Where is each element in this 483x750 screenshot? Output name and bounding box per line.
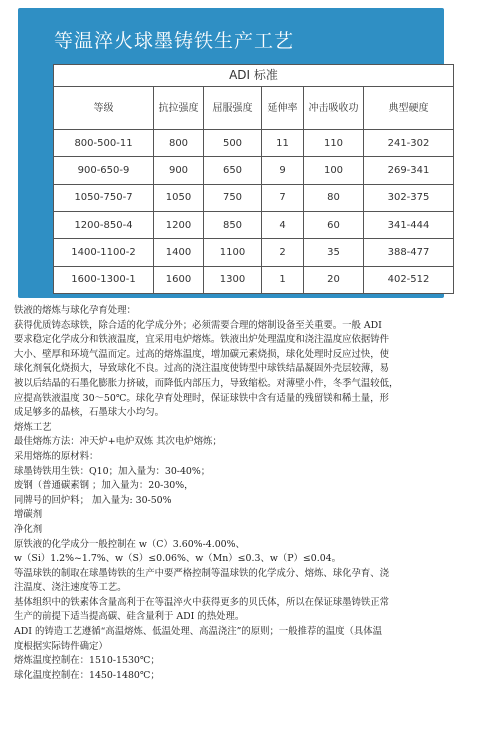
- article-body: [14, 304, 474, 683]
- table-cell: 900-650-9: [54, 157, 154, 184]
- table-cell: 1300: [204, 266, 262, 293]
- table-row: [54, 239, 454, 266]
- table-header-cell: 典型硬度: [364, 87, 454, 130]
- body-text-line: w（Si）1.2%~1.7%、w（S）≤0.06%、w（Mn）≤0.3、w（P）≤0.04。: [14, 553, 342, 565]
- body-text-line: ADI 的铸造工艺遵循“高温熔炼、低温处理、高温浇注”的原则；一般推荐的温度（具体温: [14, 626, 383, 638]
- table-row: [54, 211, 454, 238]
- table-cell: 1200: [154, 211, 204, 238]
- table-header-row: [54, 87, 454, 130]
- table-row: [54, 129, 454, 156]
- body-text-line: 注温度、浇注速度等工艺。: [14, 582, 127, 594]
- body-text-line: 要求稳定化学成分和铁液温度，宜采用电炉熔炼。铁液出炉处理温度和浇注温度应依据铸件: [14, 334, 390, 346]
- body-text-line: 熔炼工艺: [14, 421, 52, 433]
- body-text-line: 原铁液的化学成分一般控制在 w（C）3.60%-4.00%、: [14, 538, 245, 550]
- table-header-cell: 冲击吸收功: [304, 87, 364, 130]
- table-cell: 388-477: [364, 239, 454, 266]
- table-header-cell: 屈服强度: [204, 87, 262, 130]
- table-cell: 9: [262, 157, 304, 184]
- body-text-line: 获得优质铸态球铁，除合适的化学成分外；必须需要合理的熔制设备至关重要。一般 ADI: [14, 319, 382, 331]
- body-text-line: 熔炼温度控制在：1510-1530℃；: [14, 655, 160, 667]
- table-cell: 900: [154, 157, 204, 184]
- body-text-line: 增碳剂: [14, 509, 43, 521]
- body-text-line: 球墨铸铁用生铁：Q10；加入量为：30-40%；: [14, 465, 211, 477]
- table-cell: 100: [304, 157, 364, 184]
- table-header-cell: 抗拉强度: [154, 87, 204, 130]
- table-header-cell: 延伸率: [262, 87, 304, 130]
- table-cell: 402-512: [364, 266, 454, 293]
- adi-standard-table-container: [53, 64, 453, 294]
- table-header-cell: 等级: [54, 87, 154, 130]
- table-cell: 800-500-11: [54, 129, 154, 156]
- table-cell: 1600-1300-1: [54, 266, 154, 293]
- table-cell: 4: [262, 211, 304, 238]
- table-cell: 110: [304, 129, 364, 156]
- table-cell: 800: [154, 129, 204, 156]
- table-cell: 11: [262, 129, 304, 156]
- body-text-line: 基体组织中的铁素体含量高利于在等温淬火中获得更多的贝氏体，所以在保证球墨铸铁正常: [14, 596, 390, 608]
- body-text-line: 应提高铁液温度 30～50℃。球化孕育处理时，保证球铁中含有适量的残留镁和稀土量，形: [14, 392, 389, 404]
- table-cell: 2: [262, 239, 304, 266]
- body-text-line: 铁液的熔炼与球化孕育处理：: [14, 305, 136, 316]
- adi-standard-table: [53, 64, 454, 294]
- body-text-line: 球化温度控制在：1450-1480℃；: [14, 669, 160, 681]
- body-text-line: 等温球铁的制取在球墨铸铁的生产中要严格控制等温球铁的化学成分、熔炼、球化孕育、浇: [14, 567, 390, 579]
- body-text-line: 被以后结晶的石墨化膨胀力挤破，而降低内部压力，导致缩松。对薄壁小件，冬季气温较低，: [14, 377, 399, 389]
- body-text-line: 废钢（普通碳素钢 ；加入量为：20-30%，: [14, 480, 194, 492]
- table-cell: 241-302: [364, 129, 454, 156]
- table-cell: 1200-850-4: [54, 211, 154, 238]
- body-text-line: 采用熔炼的原材料：: [14, 450, 99, 462]
- table-cell: 1: [262, 266, 304, 293]
- body-text-line: 生产的前提下适当提高碳、硅含量利于 ADI 的热处理。: [14, 611, 245, 623]
- table-caption: ADI 标准: [54, 65, 454, 87]
- table-cell: 650: [204, 157, 262, 184]
- body-text-line: 球化剂氧化烧损大，导致球化不良。过高的浇注温度使铸型中球铁结晶凝固外壳层较薄，易: [14, 363, 390, 375]
- table-cell: 60: [304, 211, 364, 238]
- table-cell: 302-375: [364, 184, 454, 211]
- table-cell: 20: [304, 266, 364, 293]
- table-cell: 1050-750-7: [54, 184, 154, 211]
- table-cell: 80: [304, 184, 364, 211]
- table-cell: 750: [204, 184, 262, 211]
- table-cell: 1400: [154, 239, 204, 266]
- table-body: [54, 129, 454, 293]
- table-row: [54, 266, 454, 293]
- table-cell: 269-341: [364, 157, 454, 184]
- table-cell: 7: [262, 184, 304, 211]
- body-text-line: 成足够多的晶核，石墨球大小均匀。: [14, 407, 165, 419]
- body-text-line: 最佳熔炼方法：冲天炉+电炉双炼 其次电炉熔炼；: [14, 436, 222, 448]
- table-cell: 1600: [154, 266, 204, 293]
- table-cell: 341-444: [364, 211, 454, 238]
- title-banner: [18, 8, 444, 298]
- body-text-line: 同牌号的回炉料； 加入量为: 30-50%: [14, 494, 172, 506]
- table-cell: 1400-1100-2: [54, 239, 154, 266]
- table-cell: 1050: [154, 184, 204, 211]
- body-text-line: 度根据实际铸件确定）: [14, 640, 108, 652]
- page-title: 等温淬火球墨铸铁生产工艺: [54, 30, 295, 52]
- table-row: [54, 184, 454, 211]
- table-cell: 1100: [204, 239, 262, 266]
- table-cell: 850: [204, 211, 262, 238]
- body-text-line: 净化剂: [14, 523, 43, 535]
- table-cell: 500: [204, 129, 262, 156]
- body-text-line: 大小、壁厚和环境气温而定。过高的熔炼温度，增加碳元素烧损，球化处理时反应过快，使: [14, 348, 390, 360]
- table-row: [54, 157, 454, 184]
- table-cell: 35: [304, 239, 364, 266]
